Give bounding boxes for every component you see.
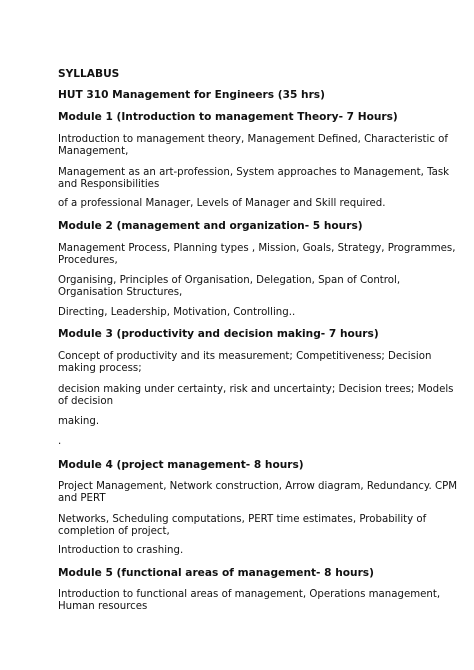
syllabus-heading: SYLLABUS: [58, 68, 120, 80]
module-1-text-line: Introduction to management theory, Management Defined, Characteristic of: [58, 134, 448, 145]
module-3-text-line: making process;: [58, 363, 142, 374]
module-1-text-line: and Responsibilities: [58, 179, 160, 190]
module-2-text-line: Procedures,: [58, 255, 118, 266]
module-4-text-line: Introduction to crashing.: [58, 545, 184, 556]
module-3-text-line: Concept of productivity and its measurement; Competitiveness; Decision: [58, 351, 432, 362]
module-4-text-line: and PERT: [58, 493, 106, 504]
module-3-text-line: .: [58, 436, 62, 447]
module-3-text-line: decision making under certainty, risk and uncertainty; Decision trees; Models: [58, 384, 454, 395]
module-3-text-line: making.: [58, 416, 100, 427]
course-title: HUT 310 Management for Engineers (35 hrs): [58, 89, 325, 101]
module-5-text-line: Introduction to functional areas of management, Operations management,: [58, 589, 441, 600]
module-2-text-line: Organising, Principles of Organisation, Delegation, Span of Control,: [58, 275, 401, 286]
module-5-text-line: Human resources: [58, 601, 148, 612]
module-4-text-line: Networks, Scheduling computations, PERT time estimates, Probability of: [58, 514, 427, 525]
module-3-title: Module 3 (productivity and decision making- 7 hours): [58, 328, 379, 340]
module-2-text-line: Management Process, Planning types , Mission, Goals, Strategy, Programmes,: [58, 243, 456, 254]
module-4-title: Module 4 (project management- 8 hours): [58, 459, 304, 471]
module-4-text-line: Project Management, Network construction, Arrow diagram, Redundancy. CPM: [58, 481, 458, 492]
module-2-title: Module 2 (management and organization- 5 hours): [58, 220, 363, 232]
module-2-text-line: Organisation Structures,: [58, 287, 183, 298]
module-1-text-line: Management as an art-profession, System approaches to Management, Task: [58, 167, 450, 178]
module-5-title: Module 5 (functional areas of management- 8 hours): [58, 567, 374, 579]
module-1-text-line: Management,: [58, 146, 129, 157]
module-1-title: Module 1 (Introduction to management Theory- 7 Hours): [58, 111, 398, 123]
module-2-text-line: Directing, Leadership, Motivation, Controlling..: [58, 307, 296, 318]
module-1-text-line: of a professional Manager, Levels of Manager and Skill required.: [58, 198, 386, 209]
module-4-text-line: completion of project,: [58, 526, 170, 537]
module-3-text-line: of decision: [58, 396, 114, 407]
